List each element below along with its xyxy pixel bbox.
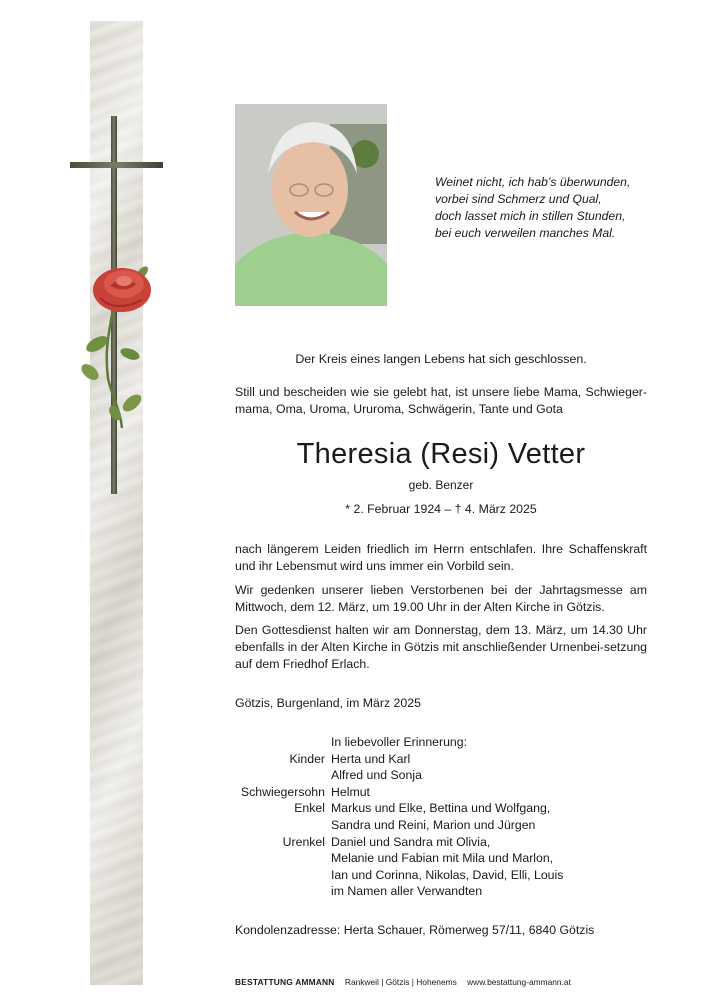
footer-brand-name: AMMANN: [295, 977, 335, 987]
family-names: Herta und Karl: [331, 751, 411, 766]
family-heading-row: [235, 734, 563, 751]
family-row: [235, 883, 563, 900]
family-names: Sandra und Reini, Marion und Jürgen: [331, 817, 536, 832]
life-dates: * 2. Februar 1924 – † 4. März 2025: [345, 502, 537, 516]
family-list: [235, 734, 563, 900]
poem-line: Weinet nicht, ich hab’s überwunden,: [435, 175, 631, 189]
footer-locations: Rankweil | Götzis | Hohenems: [344, 977, 457, 987]
portrait-photo: [235, 104, 387, 306]
family-relation: [235, 767, 331, 784]
family-names: Helmut: [331, 784, 370, 799]
portrait-image: [235, 104, 387, 306]
family-relation: [235, 850, 331, 867]
footer-website-link[interactable]: www.bestattung-ammann.at: [467, 977, 571, 987]
poem: [435, 174, 630, 242]
family-names: im Namen aller Verwandten: [331, 884, 483, 899]
family-relation: [235, 867, 331, 884]
family-relation: [235, 883, 331, 900]
paragraph-passing: nach längerem Leiden friedlich im Herrn entschlafen. Ihre Schaffenskraft und ihr Lebensmut wird uns immer ein Vorbild sein.: [235, 542, 647, 573]
family-row: [235, 784, 563, 801]
condolence-address: Kondolenzadresse: Herta Schauer, Römerweg 57/11, 6840 Götzis: [235, 923, 595, 937]
family-row: [235, 767, 563, 784]
family-relation: Urenkel: [282, 834, 325, 849]
family-names: Alfred und Sonja: [331, 768, 422, 783]
poem-line: bei euch verweilen manches Mal.: [435, 226, 616, 240]
paragraph-memorial-mass: Wir gedenken unserer lieben Verstorbenen bei der Jahrtagsmesse am Mittwoch, dem 12. März, um 19.00 Uhr in der Alten Kirche in Götzis.: [235, 583, 647, 614]
poem-line: doch lasset mich in stillen Stunden,: [435, 209, 626, 223]
paragraph-funeral-service: Den Gottesdienst halten wir am Donnerstag, dem 13. März, um 14.30 Uhr ebenfalls in der Alten Kirche in Götzis mit anschließender Urnenbei-setzung auf dem Friedhof Erlach.: [235, 623, 647, 671]
family-relation: Schwiegersohn: [240, 784, 325, 799]
place-date: Götzis, Burgenland, im März 2025: [235, 696, 421, 710]
family-heading: In liebevoller Erinnerung:: [331, 735, 468, 749]
family-row: [235, 867, 563, 884]
family-names: Markus und Elke, Bettina und Wolfgang,: [331, 801, 551, 816]
family-row: [235, 800, 563, 817]
family-row: [235, 751, 563, 768]
deceased-name: Theresia (Resi) Vetter: [296, 438, 586, 470]
family-row: [235, 850, 563, 867]
footer: [235, 977, 571, 987]
family-names: Ian und Corinna, Nikolas, David, Elli, Louis: [331, 867, 564, 882]
family-row: [235, 834, 563, 851]
maiden-name: geb. Benzer: [408, 478, 474, 492]
family-relation: Kinder: [289, 751, 325, 766]
family-names: Melanie und Fabian mit Mila und Marlon,: [331, 851, 554, 866]
poem-line: vorbei sind Schmerz und Qual,: [435, 192, 602, 206]
cross-with-rose-icon: [60, 108, 170, 498]
family-relation: Enkel: [294, 801, 325, 816]
intro-line: Der Kreis eines langen Lebens hat sich geschlossen.: [295, 352, 587, 366]
footer-brand-prefix: BESTATTUNG: [235, 977, 296, 987]
intro-paragraph: Still und bescheiden wie sie gelebt hat, ist unsere liebe Mama, Schwieger-mama, Oma, Uroma, Ururoma, Schwägerin, Tante und Gota: [235, 385, 647, 416]
family-row: [235, 817, 563, 834]
family-relation: [235, 817, 331, 834]
family-names: Daniel und Sandra mit Olivia,: [331, 834, 491, 849]
